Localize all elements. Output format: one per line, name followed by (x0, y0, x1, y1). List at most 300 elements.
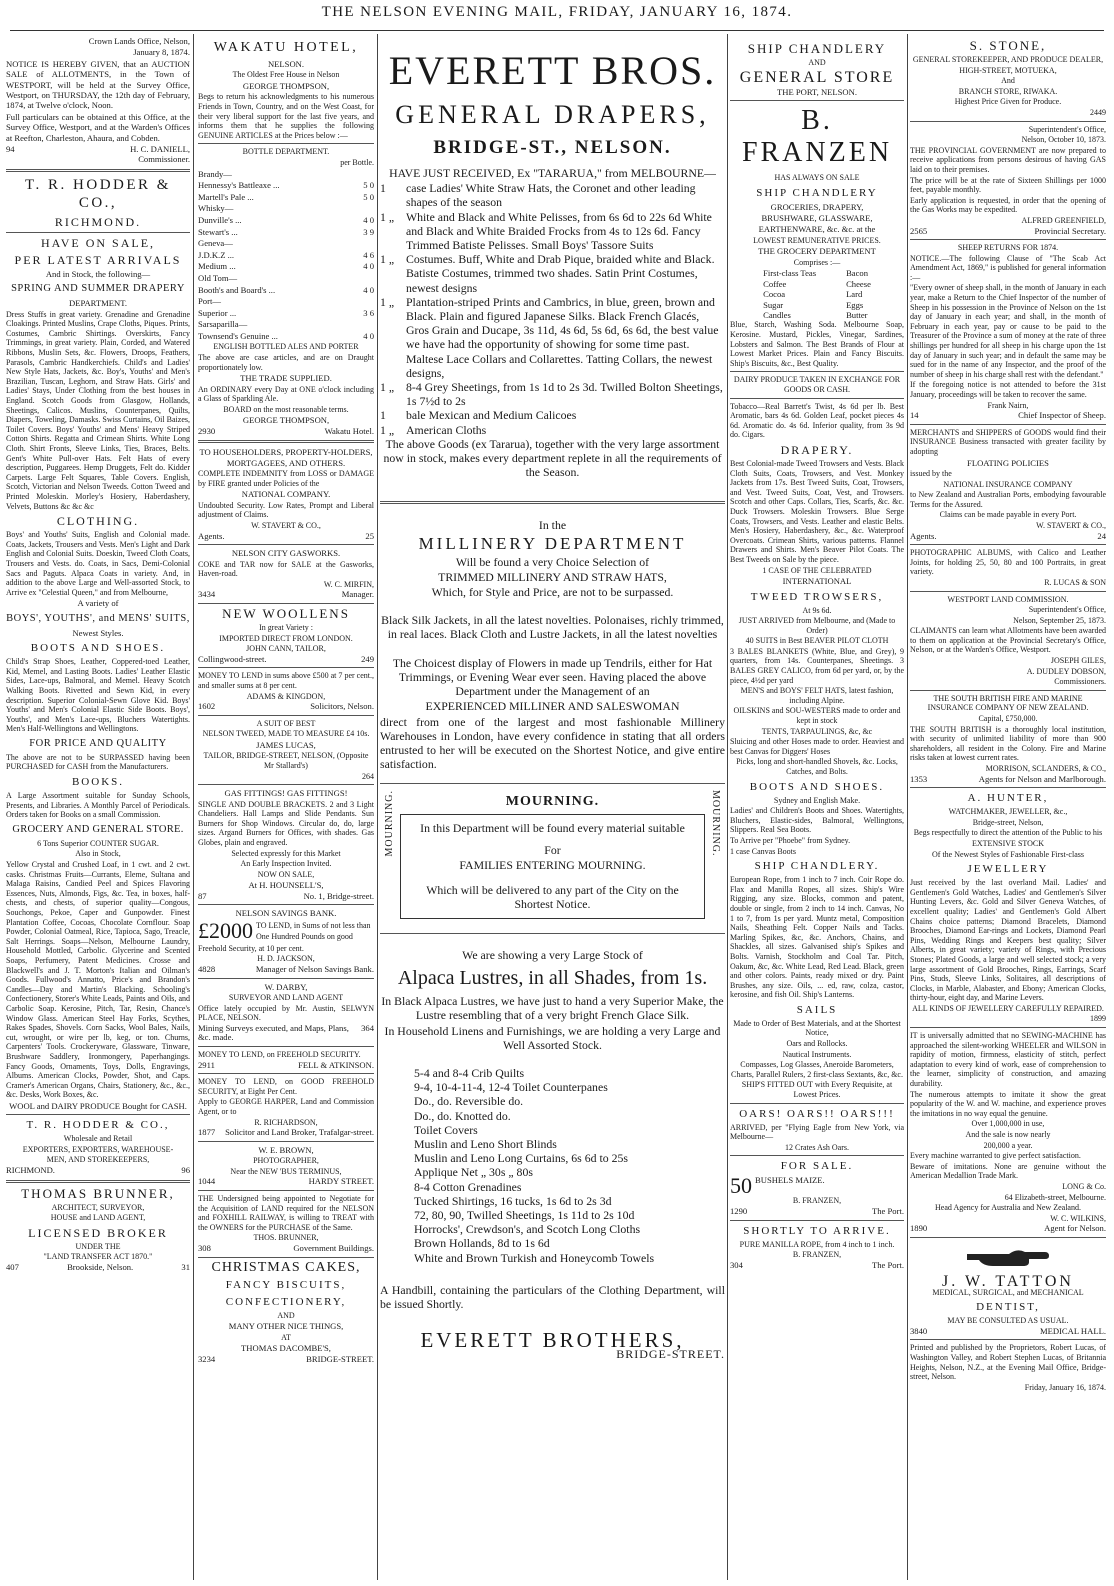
price-item: Martell's Pale ... (198, 191, 254, 202)
hodder-per: PER LATEST ARRIVALS (14, 252, 182, 267)
divider (380, 783, 725, 784)
hodder-exporters: EXPORTERS, EXPORTERS, WAREHOUSE- (22, 1144, 174, 1154)
hodder-sugar: 6 Tons Superior COUNTER SUGAR. (37, 838, 159, 848)
everett-direct: direct from one of the largest and most fashionable Millinery Warehouses in London, have every confidence in stating that all orders entrusted to her will be executed on the Shortest Notice, and give entire satisfaction. (380, 714, 725, 772)
price-item: Booth's and Board's ... (198, 284, 276, 295)
christmas-many: MANY OTHER NICE THINGS, (228, 1321, 344, 1332)
price-item: Dunville's ... (198, 214, 242, 225)
money1-body: MONEY TO LEND in sums above £500 at 7 per cent., and smaller sums at 8 per cent. (198, 671, 374, 690)
wakatu-board: BOARD on the most reasonable terms. (223, 404, 349, 414)
tweed-num: 264 (362, 771, 374, 781)
brunner-broker: LICENSED BROKER (28, 1225, 168, 1240)
railway-footer: 308 Government Buildings. (198, 1242, 374, 1253)
franzen-grocery-body: Blue, Starch, Washing Soda. Melbourne Soap, Kerosine. Mustard, Pickles, Vinegar, Sardines, Lobsters and Salmon. The Best Brands of Flour at Lowest Market Prices. Plain and Fancy Biscuits. Ship's Biscuits, &c., Best Quality. (730, 320, 904, 368)
gasworks-body: COKE and TAR now for SALE at the Gasworks, Haven-road. (198, 559, 374, 579)
notice-title: Commissioner. (138, 154, 190, 165)
grocery-right (846, 268, 871, 320)
franzen-sails: SAILS (796, 1003, 838, 1016)
linen-item: Muslin and Leno Short Blinds (414, 1136, 557, 1151)
wakatu-draught: The above are case articles, and are on Draught proportionately low. (198, 353, 374, 372)
hodder-wool: WOOL and DAIRY PRODUCE Bought for CASH. (9, 1100, 187, 1111)
linen-item: 9-4, 10-4-11-4, 12-4 Toilet Counterpanes (414, 1080, 608, 1095)
everett-alpaca: Alpaca Lustres, in all Shades, from 1s. (397, 967, 708, 990)
householders-complete: COMPLETE INDEMNITY from LOSS or DAMAGE by FIRE granted under Policies of the (198, 469, 374, 488)
everett-experienced: EXPERIENCED MILLINER AND SALESWOMAN (425, 699, 680, 714)
christmas-conf: CONFECTIONERY, (225, 1295, 347, 1308)
brunner-footer: 407 Brookside, Nelson. 31 (6, 1262, 190, 1273)
sewing-sig2: W. C. WILKINS, (1050, 1213, 1106, 1223)
hunter-begs: Begs respectfully to direct the attention of the Public to his (913, 828, 1103, 838)
price-item: Stewart's ... (198, 226, 238, 237)
wakatu-prop: GEORGE THOMPSON, (242, 81, 330, 91)
grocery-item: Lard (846, 289, 863, 300)
money1-footer: 1602 Solicitors, Nelson. (198, 701, 374, 712)
railway-sig: THOS. BRUNNER, (253, 1233, 319, 1243)
mourning-box-for: For (544, 843, 561, 858)
divider (198, 978, 374, 979)
franzen-crates: 12 Crates Ash Oars. (785, 1142, 849, 1152)
price-row (198, 319, 374, 331)
stone-num: 2449 (1090, 107, 1106, 117)
hodder-spring: SPRING AND SUMMER DRAPERY (11, 283, 185, 295)
tweed-title: A SUIT OF BEST (256, 718, 316, 728)
merchants-sig: W. STAVERT & CO., (1036, 520, 1106, 530)
price-row (198, 215, 374, 227)
mourning-heading: MOURNING. (505, 794, 600, 810)
hodder-drapery: Dress Stuffs in great variety. Grenadine and Grenadine Cloakings. Printed Muslins, Crape Cloths, Piques. Prints, Costumes, Cambric Shirtings. Overskirts, Fancy Trimmings, in great variety. Plain, Corded, and Watered Ribbons, Muslin Sets, &c. Flowers, Droops, Feathers, Parasols, Cambric Handkerchiefs. Child's and Ladies' New Style Hats, Jackets, &c. Boy's, Youths' and Men's Brazilian, Tuscan, Leghorn, and Straw Hats. Girls' and Ladies' Stays, Under Clothing from the best houses in England. Scotch Goods from Glasgow, Hollands, Sheetings, Calicos. Muslins, Counterpanes, Quilts, Diapers, Toweling, Damasks. Swiss Curtains, Oil Baizes, Toilet Covers. Boys' Youths' and Mens' Heavy Striped Cotton Shirts. Regatta and Crimean Shirts. White Long Cloth. Shirt Fronts, Sleeve Links, Ties, Braces, Belts. Gent's White Pull-over Hats. Felt Hats of every description, Puggarees. Hemp Druggets, Felt do. Kidder Carpets. Large Felt Squares, Table Covers. English, Scotch, Victorian and Nelson Tweeds. Cotton Tweed and Printed Moleskin. Morley's Hosiery, Haberdashery, Velvets, Buttons &c &c &c (6, 309, 190, 511)
brunner-name: THOMAS BRUNNER, (21, 1185, 175, 1201)
divider (198, 1046, 374, 1047)
franzen-boots-body: Ladies' and Children's Boots and Shoes. Watertights, Bluchers, Elastic-sides, Balmoral, Wellingtons, Slippers. Real Sea Boots. (730, 806, 904, 835)
everett-footer-name: EVERETT BROTHERS, (420, 1328, 685, 1353)
price-item: Hennessy's Battleaxe ... (198, 180, 280, 191)
gas-footer: 87 No. 1, Bridge-street. (198, 890, 374, 901)
item-qty: 1 „ (380, 252, 395, 267)
imprint-date: Friday, January 16, 1874. (1024, 1382, 1106, 1392)
everett-street: BRIDGE-ST., NELSON. (433, 137, 672, 158)
franzen-manilla: PURE MANILLA ROPE, from 4 inch to 1 inch. (739, 1239, 895, 1249)
wakatu-town: NELSON. (267, 59, 305, 69)
woollens-variety: In great Variety : (259, 623, 313, 632)
everett-item (380, 210, 725, 253)
franzen-picks: Picks, long and short-handled Shovels, &c. Locks, Catches, and Bolts. (736, 757, 898, 776)
westport-sig1: JOSEPH GILES, (1050, 656, 1106, 666)
householders-company: NATIONAL COMPANY. (241, 489, 331, 500)
christmas-at: AT (281, 1332, 291, 1342)
everett-trimmed: TRIMMED MILLINERY AND STRAW HATS, (438, 569, 667, 584)
item-text: American Cloths (406, 422, 487, 437)
franzen-oars: Oars and Rollocks. (786, 1039, 848, 1049)
divider (198, 1141, 374, 1142)
hodder-place: RICHMOND. (54, 214, 142, 229)
franzen-felt: MEN'S and BOYS' FELT HATS, latest fashion, including Alpine. (740, 686, 894, 705)
grocery-item: Eggs (846, 299, 864, 310)
merchants-company: NATIONAL INSURANCE COMPANY (943, 479, 1073, 489)
westport-body: CLAIMANTS can learn what Allotments have been awarded to them on application at the Provincial Secretary's Office, Nelson, or at the Warden's Office, Westport. (910, 626, 1106, 655)
hodder-grocery: GROCERY AND GENERAL STORE. (12, 823, 184, 835)
sewing-agency: Head Agency for Australia and New Zealand. (935, 1203, 1081, 1213)
hodder-dept: DEPARTMENT. (69, 298, 127, 309)
column-3 (380, 36, 725, 1580)
divider (910, 239, 1106, 240)
notice-body-2: Full particulars can be obtained at this Office, at the Survey Office, Westport, and at the Warden's Offices at Reefton, Charleston, Ahaura, and Cobden. (6, 111, 190, 143)
everett-linens: In Household Linens and Furnishings, we are holding a very Large and Well Assorted Stock. (384, 1023, 721, 1052)
sewing-numerous: The numerous attempts to imitate it show the great popularity of the W. and W. machine, and experience proves the imitations in no way equal the genuine. (910, 1089, 1106, 1118)
savings-title: NELSON SAVINGS BANK. (235, 908, 337, 919)
column-1 (6, 36, 190, 1580)
savings-footer: 4828 Manager of Nelson Savings Bank. (198, 964, 374, 975)
price-value: 5 0 (363, 191, 374, 202)
franzen-nautical: Nautical Instruments. (782, 1049, 852, 1059)
franzen-forsale: FOR SALE. (780, 1160, 854, 1173)
franzen-dairy: DAIRY PRODUCE TAKEN IN EXCHANGE FOR GOODS OR CASH. (733, 375, 901, 394)
divider (198, 1257, 374, 1258)
price-list (198, 169, 374, 343)
price-item: Whisky— (198, 203, 234, 214)
gas-body: SINGLE AND DOUBLE BRACKETS. 2 and 3 Light Chandeliers. Hall Lamps and Slide Pendants. Sun Burners for Shop Windows. Circular do, do, large sizes. Argand Burners for Offices, with shades. Gas Globes, plain and engraved. (198, 799, 374, 847)
franzen-case: 1 CASE OF THE CELEBRATED (762, 565, 872, 575)
price-row (198, 308, 374, 320)
brown-name: W. E. BROWN, (258, 1144, 314, 1155)
everett-alpaca-body: In Black Alpaca Lustres, we have just to hand a very Superior Make, the Lustre resembling that of a very bright French Glace Silk. (381, 994, 724, 1023)
hodder-grocery-body: Yellow Crystal and Crushed Loaf, in 1 cwt. and 2 cwt. casks. Christmas Fruits—Currants, Eleme, Sultana and Malaga Raisins, Candied Peel and Spices Flavoring Essences, Nuts, Almonds, Figs, &c. Tea, in boxes, half-chests, and chests, of superior quality—Congous, Souchongs, Pekoe, Caper and Gunpowder. Finest Plantation Coffee, Cocoas, Chocolate Cornflour. Soap Powder, Colonial Oatmeal, Rice, Tapioca, Sago, Treacle, Salt Herrings. Soaps—Nelson, Melbourne Laundry, Household Mottled, Carbolic. Glycerine and Scented Soaps, Perfumery, Patent Medicines. Crosse and Blackwell's and J. T. Morton's Italian and Oilman's Goods. Fullwood's Annatto, Price's and Brandon's Candles—Day and Martin's Blacking. Schooling's Confectionery, Storer's White Leads, Paints and Oils, and Carbolic Soap. Kerosine, Pitch, Tar, Resin, Chance's Window Glass. American Steel Hay Forks, Scythes, Rakes Spades, Shovels. Corn Sacks, Wool Bales, Nails, cut, wrought, or wire per lb, keg, or ton. Churns, Carpenters' Tools. Crockeryware, Glassware, Tinware, Brushware Saddlery, Ironmongery, Paperhangings. Fancy Goods, Ornaments, Toys, Dolls, Engravings, Albums. American Clocks, Powder, Shot, and Caps. Cramer's American Organs, Chairs, Stationery, &c., &c., &c. Desks, Work Boxes, &c. (6, 860, 190, 1100)
franzen-and: AND (808, 58, 826, 67)
divider (380, 501, 725, 504)
price-row (198, 285, 374, 297)
divider (910, 424, 1106, 425)
everett-items (380, 181, 725, 437)
sb-sig: MORRISON, SCLANDERS, & CO., (985, 764, 1106, 773)
franzen-oarsx: OARS! OARS!! OARS!!! (739, 1107, 895, 1120)
price-item: Superior ... (198, 307, 237, 318)
everett-in-the: In the (538, 518, 567, 533)
hunter-body: Just received by the last overland Mail. Ladies' and Gentlemen's Gold Watches, Ladies' and Gentlemen's Silver Hunting Levers, &c. Gold and Silver Geneva Watches, of excellent quality; Ladies' and Gentlemen's Gold Albert Chains choice patterns; Diamond Bracelets, Diamond Brooches, Diamond Ear-rings and Lockets, Diamond Pearl Pins, Wedding Rings and Keepers best quality; Silver Alberts, in great variety; variety of Rings, with Precious Stones; Plated Goods, a large and well selected stock; a very large assortment of Gold Brooches, Rings, Earrings, Scarf Pins, Studs, Sleeve Links, Solitaires, all descriptions of Clocks, in Marble, Alabaster, and Ebony; American Clocks, thirty-hour, eight day, and Marine Levers. (910, 878, 1106, 1003)
divider (198, 904, 374, 905)
hodder-name: T. R. HODDER & CO., (25, 176, 171, 211)
money3-footer: 1877 Solicitor and Land Broker, Trafalgar-street. (198, 1127, 374, 1138)
everett-sub: GENERAL DRAPERS, (395, 100, 710, 129)
item-text: Plantation-striped Prints and Cambrics, in blue, green, brown and Black. Plain and figured Japanese Silks. Black French Glacés, Gros Grain and Ducape, 3s 11d, 4s 6d, 5s 6d, 6s 6d, the best value we have had the opportunity of showing for some time past. Maltese Lace Collars and Collarettes. Tatting Collars, the newest designs, (406, 294, 719, 380)
woollens-footer: Collingwood-street. 249 (198, 653, 374, 664)
column-4 (730, 36, 904, 1580)
hunter-ext: EXTENSIVE STOCK (971, 838, 1045, 848)
hunter-addr: Bridge-street, Nelson, (972, 817, 1044, 827)
hunter-jewellery: JEWELLERY (967, 863, 1049, 876)
wakatu-footer: 2930 Wakatu Hotel. (198, 425, 374, 436)
westport-sig2: A. DUDLEY DOBSON, (1026, 666, 1106, 676)
householders-sig: W. STAVERT & CO., (251, 521, 321, 531)
price-row (198, 203, 374, 215)
franzen-drapery-body: Best Colonial-made Tweed Trowsers and Vests. Black Cloth Suits, Coats, Trowsers, and Vest. Monkey Jackets from 17s. Best Tweed Suits, Coat, Trowsers, and Vest. Tweed Suits, Coat, Vest, and Trowsers. Scotch and other Caps. Collars, Ties, Scarfs, &c. &c. Duck Trowsers. Moleskin Trowsers. Blue Serge Coats, Trowsers, and Vests. Leather and elastic Belts. Men's Hosiery, Haberdashery, &c., &c. Waterproof Overcoats. Crimean Shirts, various patterns. Flannel Drawers and Shirts. Men's Beaver Pilot Coats. The Best Tweeds on Sale by the piece. (730, 458, 904, 564)
price-value: 4 0 (363, 330, 374, 341)
tatton-dentist: DENTIST, (976, 1301, 1040, 1314)
sewing-addr: 64 Elizabeth-street, Melbourne. (1004, 1192, 1106, 1202)
grocery-item: Cocoa (763, 289, 786, 300)
darby-footer: Mining Surveys executed, and Maps, Plans, &c. made. 364 (198, 1022, 374, 1043)
sheep-body: NOTICE.—The following Clause of "The Scab Act Amendment Act, 1869," is published for general information :— (910, 253, 1106, 282)
item-text: Costumes. Buff, White and Drab Pique, braided white and Black. Batiste Costumes, trimmed two shades. Satin Print Costumes, newest designs (406, 252, 715, 295)
divider (910, 690, 1106, 691)
money3-sig: R. RICHARDSON, (254, 1117, 318, 1127)
grocery-item: Candles (763, 310, 791, 321)
notice-signature: 94 H. C. DANIELL, (6, 144, 190, 155)
grocery-left (763, 268, 816, 320)
tweed-sig: JAMES LUCAS, (256, 739, 316, 750)
linen-item: Tucked Shirtings, 16 tucks, 1s 6d to 2s 3d (414, 1193, 612, 1208)
everett-showing: We are showing a very Large Stock of (462, 947, 643, 962)
mourning-side-right: MOURNING. (710, 790, 721, 857)
savings-body: £2000 TO LEND, in Sums of not less than One Hundred Pounds on good Freehold Security, at 10 per cent. (198, 917, 371, 953)
everett-item (380, 252, 725, 295)
franzen-sails-body: Made to Order of Best Materials, and at the Shortest Notice, (733, 1018, 901, 1038)
gas5-date: Nelson, October 10, 1873. (1021, 135, 1106, 145)
darby-title: SURVEYOR AND LAND AGENT (228, 993, 344, 1003)
savings-sig: H. D. JACKSON, (257, 954, 315, 964)
divider (910, 1237, 1106, 1238)
sheep-quote: "Every owner of sheep shall, in the month of January in each year, make a Return to the Chief Inspector of the number of Sheep in his possession in the Province of Nelson on the 1st day of January in each year; and shall, in the month of February in each year, pay or cause to be paid to the Treasurer of the Province a sum of money at the rate of three shillings per hundred for all sheep in his charge upon the 1st day of January in such year; and in default the same may be sued for in the name of any Inspector, and the proof of the number of sheep in his charge shall rest with the defendant." (910, 283, 1106, 379)
tatton-may: MAY BE CONSULTED AS USUAL. (947, 1316, 1069, 1326)
linen-item: Do., do. Knotted do. (414, 1108, 511, 1123)
franzen-grocery: THE GROCERY DEPARTMENT (758, 246, 876, 257)
hunter-kinds: ALL KINDS OF JEWELLERY CAREFULLY REPAIRED. (912, 1003, 1104, 1013)
sb-footer: 1353 Agents for Nelson and Marlborough. (910, 773, 1106, 784)
divider (198, 784, 374, 785)
brown-near: Near the NEW 'BUS TERMINUS, (230, 1166, 342, 1176)
franzen-groceries: GROCERIES, DRAPERY, (770, 201, 864, 212)
everett-item (380, 295, 725, 380)
gas-at: At H. HOUNSELL'S, (248, 880, 324, 891)
tatton-role: MEDICAL, SURGICAL, and MECHANICAL (932, 1287, 1084, 1297)
stone-branch: BRANCH STORE, RIWAKA. (958, 86, 1058, 96)
everett-choice: Will be found a very Choice Selection of (455, 554, 650, 569)
hodder-have: HAVE ON SALE, (40, 235, 156, 250)
hodder-price: FOR PRICE AND QUALITY (29, 737, 167, 749)
price-value: 4 0 (363, 284, 374, 295)
christmas-fancy: FANCY BISCUITS, (225, 1278, 347, 1291)
hodder-stock: And in Stock, the following— (45, 268, 151, 279)
everett-item (380, 408, 725, 422)
brunner-under: UNDER THE (75, 1241, 121, 1251)
divider (6, 169, 190, 172)
grocery-item: Butter (846, 310, 868, 321)
franzen-name: B. FRANZEN (741, 105, 893, 168)
everett-above: The above Goods (ex Tararua), together with the very large assortment now in stock, makes every department replete in all the requirements of the Season. (383, 436, 722, 480)
column-divider (193, 34, 194, 1580)
franzen-beaver: 40 SUITS in Best BEAVER PILOT CLOTH (745, 636, 889, 646)
sheep-sig: Frank Nairn, (987, 400, 1029, 410)
hodder-clothing: CLOTHING. (56, 514, 140, 529)
franzen-lowest: LOWEST REMUNERATIVE PRICES. (753, 235, 881, 245)
divider (6, 1114, 190, 1115)
franzen-arrived: JUST ARRIVED from Melbourne, and (Made to Order) (738, 616, 896, 635)
stone-and: And (1001, 76, 1015, 86)
money2-footer: 2911 FELL & ATKINSON. (198, 1059, 374, 1070)
sewing-footer: 1890 Agent for Nelson. (910, 1223, 1106, 1234)
mourning-box-3: Which will be delivered to any part of the City on the Shortest Notice. (426, 882, 679, 911)
gas5-office: Superintendent's Office, (1028, 124, 1106, 134)
linen-item: Do., do. Reversible do. (414, 1094, 524, 1109)
notice-office: Crown Lands Office, Nelson, (88, 36, 190, 46)
westport-role: Commissioners. (1054, 677, 1106, 687)
price-row (198, 296, 374, 308)
christmas-and: AND (277, 1310, 295, 1320)
everett-footer-street: BRIDGE-STREET. (616, 1347, 725, 1362)
item-text: 8-4 Grey Sheetings, from 1s 1d to 2s 3d. Twilled Bolton Sheetings, 1s 7½d to 2s (406, 380, 723, 409)
westport-office: Superintendent's Office, (1028, 605, 1106, 615)
masthead: THE NELSON EVENING MAIL, FRIDAY, JANUARY 16, 1874. (321, 4, 793, 20)
everett-item (380, 380, 725, 408)
franzen-at: At 9s 6d. (802, 605, 832, 615)
divider (910, 591, 1106, 592)
column-divider (377, 34, 378, 1580)
wakatu-name: WAKATU HOTEL, (213, 40, 359, 55)
franzen-chandlery: SHIP CHANDLERY. (754, 860, 880, 873)
everett-flowers: The Choicest display of Flowers in made up Tendrils, either for Hat Trimmings, or Evening Wear ever seen. Having placed the above Department under the Management of an (392, 655, 713, 699)
brunner-arch: ARCHITECT, SURVEYOR, (51, 1202, 145, 1212)
gas5-footer: 2565 Provincial Secretary. (910, 225, 1106, 236)
householders-security: Undoubted Security. Low Rates, Prompt and Liberal adjustment of Claims. (198, 500, 374, 520)
mourning-side-left: MOURNING. (384, 790, 395, 857)
linen-item: White and Brown Turkish and Honeycomb Towels (414, 1250, 655, 1265)
price-row (198, 180, 374, 192)
divider (198, 440, 374, 443)
hunter-num: 1899 (1090, 1014, 1106, 1024)
divider (198, 544, 374, 545)
wakatu-body: Begs to return his acknowledgments to his numerous Friends in Town, Country, and on the West Coast, for their very liberal support for the last five years, and informs them that he supplies the following GENUINE ARTICLES at the Prices below :— (198, 92, 374, 140)
divider (380, 933, 725, 934)
franzen-arrive: To Arrive per "Phoebe" from Sydney. (730, 835, 851, 845)
mourning-box-2: FAMILIES ENTERING MOURNING. (459, 858, 646, 873)
gas5-price: The price will be at the rate of Sixteen Shillings per 1000 feet, payable monthly. (910, 175, 1106, 195)
hodder-also: Also in Stock, (75, 849, 121, 859)
price-row (198, 273, 374, 285)
divider (198, 1190, 374, 1191)
franzen-oilskins: OILSKINS and SOU-WESTERS made to order and kept in stock (733, 706, 901, 726)
divider (730, 1155, 904, 1156)
price-value: 4 0 (363, 261, 374, 272)
linen-item: 5-4 and 8-4 Crib Quilts (414, 1065, 525, 1080)
grocery-table (730, 268, 904, 320)
householders-title: TO HOUSEHOLDERS, PROPERTY-HOLDERS, MORTGAGEES, AND OTHERS. (199, 447, 373, 468)
item-qty: 1 „ (380, 209, 395, 224)
linen-item: Muslin and Leno Long Curtains, 6s 6d to 25s (414, 1151, 628, 1166)
sewing-sale: And the sale is now nearly (965, 1130, 1051, 1139)
sewing-sig: LONG & Co. (1062, 1181, 1106, 1191)
savings-amount: £2000 (198, 917, 253, 943)
money2-body: MONEY TO LEND, on FREEHOLD SECURITY. (198, 1050, 361, 1060)
money1-sig: ADAMS & KINGDON, (246, 691, 326, 701)
franzen-blankets: 3 BALES BLANKETS (White, Blue, and Grey), 9 quarters, from 14s. Counterpanes, Sheetings. 3 BALES GREY CALICO, from 6d per yard, or, by the piece, 4½d per yard (730, 646, 904, 685)
divider (910, 787, 1106, 788)
sheep-footer: 14 Chief Inspector of Sheep. (910, 410, 1106, 421)
divider (730, 398, 904, 399)
franzen-tweed: TWEED TROWSERS, (750, 590, 884, 603)
everett-style: Which, for Style and Price, are not to be surpassed. (431, 585, 674, 600)
masthead-rule (10, 30, 1104, 31)
price-row (198, 261, 374, 273)
pointing-hand-icon (963, 1244, 1053, 1270)
christmas-cakes: CHRISTMAS CAKES, (211, 1259, 361, 1275)
christmas-sig: THOMAS DACOMBE'S, (241, 1343, 331, 1354)
sheep-title: SHEEP RETURNS FOR 1874. (957, 243, 1059, 253)
railway-body: THE Undersigned being appointed to Negotiate for the Acquisition of LAND required for the NELSON and FOXHILL RAILWAY, is willing to TREAT with the OWNERS for the PURCHASE of the Same. (198, 1193, 374, 1232)
linen-item: 72, 80, 90, Twilled Sheetings, 1s 11d to 2s 10d (414, 1207, 635, 1222)
everett-millinery: MILLINERY DEPARTMENT (418, 533, 687, 553)
sewing-body: IT is universally admitted that no SEWING-MACHINE has approached the silent-working WHEELER and WILSON in rapidity of motion, firmness, elasticity of stitch, perfect adaptation to every kind of work, ease of comprehension to the learner, simplicity of construction, and amazing durability. (910, 1031, 1106, 1089)
divider (198, 603, 374, 604)
franzen-sig: B. FRANZEN, (792, 1196, 842, 1206)
item-qty: 1 „ (380, 380, 395, 395)
sewing-over: Over 1,000,000 in use, (971, 1119, 1045, 1129)
gas5-body: THE PROVINCIAL GOVERNMENT are now prepared to receive applications from persons desirous of having GAS laid on to their premises. (910, 145, 1106, 174)
price-item: Sarsaparilla— (198, 319, 248, 330)
item-qty: 1 (380, 181, 386, 196)
brunner-house: HOUSE and LAND AGENT, (50, 1213, 146, 1223)
franzen-footer-2: 304 The Port. (730, 1259, 904, 1270)
grocery-item: First-class Teas (763, 268, 817, 279)
franzen-title-1: SHIP CHANDLERY (747, 41, 887, 56)
franzen-boots: BOOTS AND SHOES. (749, 780, 885, 793)
price-value: 4 6 (363, 249, 374, 260)
price-row (198, 238, 374, 250)
column-2 (198, 36, 374, 1580)
wakatu-oldest: The Oldest Free House in Nelson (232, 70, 340, 80)
divider (198, 715, 374, 716)
hodder-boots-body: Child's Strap Shoes, Leather, Coppered-toed Leather, Kid, Memel, and Lasting Boots. Ladies' Leather Elastic Sides, Lace-ups, Balmoral, and Memel. Heavy Scotch Walking Boots. Rivetted and Sewn Kid, in every description. Superior Colonial-Sewn Glove Kid. Boys' Youths' and Men's Colonial Elastic Side Boots. Boys', Youths', and Men's Lace-ups, Bluchers Watertights. Men's Half-Wellingtons and Wellingtons. (6, 657, 190, 734)
linen-item: Toilet Covers (414, 1122, 478, 1137)
franzen-has: HAS ALWAYS ON SALE (774, 173, 860, 182)
linen-items (414, 1066, 725, 1265)
hodder-wholesale: Wholesale and Retail (63, 1134, 133, 1144)
grocery-item: Cheese (846, 278, 871, 289)
notice-date: January 8, 1874. (133, 47, 190, 58)
sewing-beware: Beware of imitations. None are genuine without the American Medallion Trade Mark. (910, 1161, 1106, 1181)
sb-body: THE SOUTH BRITISH is a thoroughly local institution, with security of unlimited liability of more than 900 shareholders, all resident in the Colony. Fire and Marine risks taken at lowest current rates. (910, 724, 1106, 763)
woollens-title: NEW WOOLLENS (222, 606, 350, 621)
gas5-early: Early application is requested, in order that the opening of the Gas Works may be expedited. (910, 195, 1106, 215)
merchants-body: MERCHANTS and SHIPPERS of GOODS would find their INSURANCE Business transacted with greater facility by adopting (910, 427, 1106, 456)
item-qty: 1 „ (380, 294, 395, 309)
franzen-title-2: GENERAL STORE (739, 68, 895, 86)
franzen-chand-body: European Rope, from 1 inch to 7 inch. Coir Rope do. Flax and Manilla Ropes, all sizes. Ship's Wire Rigging, any size. Blocks, common and patent, double or single, from 2 inch to 14 inch. Canvas, No 1 to 7, from 1s per yard. Muntz metal, Composition Nails, Sheathing Felt. Copper Nails and Tacks. Marling Spikes, &c, &c. Anchors, Chains, and Shackles, all sizes. Galvanised ship's Spikes and Bolts. Varnish, Stockholm and Coal Tar. Pitch, Oakum, &c, &c. White Lead, Red Lead. Black, green and other colors. Paints, ready mixed or dry. Paint Brushes, any size. Oils, ... ed, raw, colza, castor, kerosine, and fish Oil. Ship's Lanterns. (730, 875, 904, 1000)
item-text: White and Black and White Pelisses, from 6s 6d to 22s 6d White and Black and White Braided Frocks from 4s to 12s 6d. Fancy Trimmed Batiste Pelisses. Small Boys' Tassore Suits (406, 209, 712, 253)
divider (730, 100, 904, 101)
grocery-item: Coffee (763, 278, 787, 289)
price-value: 4 0 (363, 214, 374, 225)
price-value: 5 0 (363, 180, 374, 191)
franzen-arrived2: ARRIVED, per "Flying Eagle from New York, via Melbourne— (730, 1122, 904, 1142)
wakatu-trade: THE TRADE SUPPLIED. (240, 373, 332, 384)
hodder-clothing-body: Boys' and Youths' Suits, English and Colonial made. Coats, Jackets, Trousers and Vests. Men's Light and Dark English and Colonial Suits. Doeskin, Tweed Cloth Coats, Trousers and Vests. do. Coats, in Sacs, Demi-Colonial Sacs and Paguts. Alpaca Coats in variety. And, in addition to the above Large and Well-assorted Stock, to Arrive ex "Celestial Queen," and from Melbourne, (6, 530, 190, 597)
gas-inspection: An Early Inspection Invited. (240, 859, 332, 869)
price-item: Brandy— (198, 168, 232, 179)
hodder-boys: BOYS', YOUTHS', and MENS' SUITS, (6, 612, 190, 624)
price-item: J.D.K.Z ... (198, 249, 235, 260)
grocery-item: Bacon (846, 268, 869, 279)
wakatu-bottle: BOTTLE DEPARTMENT. (242, 147, 330, 157)
linen-item: 8-4 Cotton Grenadines (414, 1179, 522, 1194)
hodder-newest: Newest Styles. (72, 627, 124, 638)
everett-item (380, 423, 725, 437)
hunter-role: WATCHMAKER, JEWELLER, &c., (948, 807, 1068, 817)
price-row (198, 169, 374, 181)
divider (198, 667, 374, 668)
gas5-sig: ALFRED GREENFIELD, (1021, 215, 1106, 225)
tatton-footer: 3840 MEDICAL HALL. (910, 1325, 1106, 1336)
photo-sig: R. LUCAS & SON (1044, 577, 1106, 587)
gas-title: GAS FITTINGS! GAS FITTINGS! (224, 788, 348, 799)
price-row (198, 227, 374, 239)
